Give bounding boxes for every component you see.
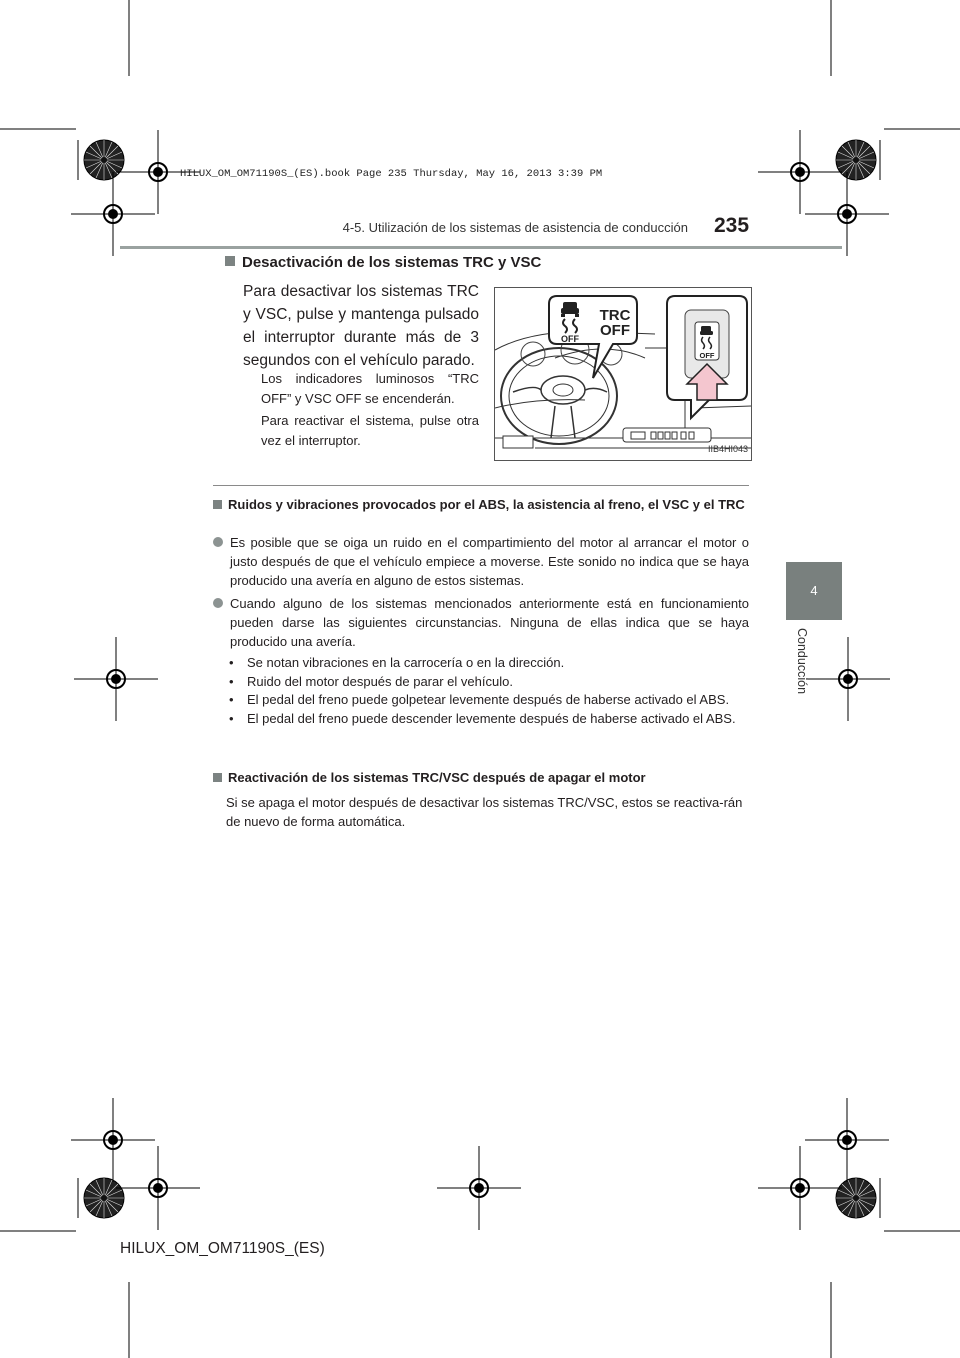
list-item: • El pedal del freno puede descender levemente después de haberse activado el ABS. xyxy=(229,710,736,726)
trc-text: TRC xyxy=(599,307,631,324)
square-marker-icon xyxy=(213,773,222,782)
square-marker-icon xyxy=(225,256,235,266)
dashboard-illustration xyxy=(494,287,752,461)
chapter-tab-number: 4 xyxy=(810,583,818,598)
bullet-text: Cuando alguno de los sistemas mencionados anteriormente está en funcionamiento pueden darse las siguientes circunstancias. Ninguna de ellas indica que se haya producido una avería. xyxy=(230,596,749,649)
chapter-header: 4-5. Utilización de los sistemas de asistencia de conducción xyxy=(342,220,688,235)
bullet-dot-icon xyxy=(213,537,223,547)
list-item: • Se notan vibraciones en la carrocería o en la dirección. xyxy=(229,655,565,670)
header-rule xyxy=(120,246,842,249)
section-title xyxy=(225,254,541,271)
info-heading-reactivation-text: Reactivación de los sistemas TRC/VSC después de apagar el motor xyxy=(228,770,646,785)
info-heading-reactivation xyxy=(213,768,749,787)
page-number: 235 xyxy=(714,214,750,237)
info-heading-noise-text: Ruidos y vibraciones provocados por el ABS, la asistencia al freno, el VSC y el TRC xyxy=(228,497,745,512)
square-marker-icon xyxy=(213,500,222,509)
section-lead: Para desactivar los sistemas TRC y VSC, pulse y mantenga pulsado el interruptor durante más de 3 segundos con el vehículo parado. xyxy=(243,283,479,369)
sub-list xyxy=(226,654,749,728)
vsc-off-text: OFF xyxy=(561,334,579,344)
figure-code: IIB4HI043 xyxy=(708,444,749,454)
list-item: • Ruido del motor después de parar el vehículo. xyxy=(229,673,513,689)
bullet-item xyxy=(213,533,749,590)
info-heading-noise xyxy=(213,495,749,514)
note-reactivate: Para reactivar el sistema, pulse otra vez el interruptor. xyxy=(261,413,479,448)
dashboard-drawing xyxy=(495,288,751,460)
section-divider xyxy=(213,485,749,486)
chapter-side-label-text: Conducción xyxy=(795,628,809,695)
switch-off-text: OFF xyxy=(699,351,715,360)
footer-code: HILUX_OM_OM71190S_(ES) xyxy=(120,1240,325,1257)
bullet-text: Es posible que se oiga un ruido en el compartimiento del motor al arrancar el motor o justo después de que el vehículo empiece a moverse. Este sonido no indica que se haya producido una avería en alguno de estos sistemas. xyxy=(230,535,749,588)
print-info: HILUX_OM_OM71190S_(ES).book Page 235 Thursday, May 16, 2013 3:39 PM xyxy=(180,168,603,180)
section-title-text: Desactivación de los sistemas TRC y VSC xyxy=(242,254,542,271)
note-indicators: Los indicadores luminosos “TRC OFF” y VSC OFF se encenderán. xyxy=(261,371,479,406)
bullet-item xyxy=(213,594,749,651)
trc-off-text: OFF xyxy=(600,322,630,339)
list-item: • El pedal del freno puede golpetear levemente después de haberse activado el ABS. xyxy=(229,692,730,707)
bullet-dot-icon xyxy=(213,598,223,608)
chapter-tab xyxy=(786,562,842,620)
reactivation-paragraph: Si se apaga el motor después de desactivar los sistemas TRC/VSC, estos se reactiva-rán de nuevo de forma automática. xyxy=(226,795,743,829)
chapter-side-label xyxy=(795,628,819,718)
